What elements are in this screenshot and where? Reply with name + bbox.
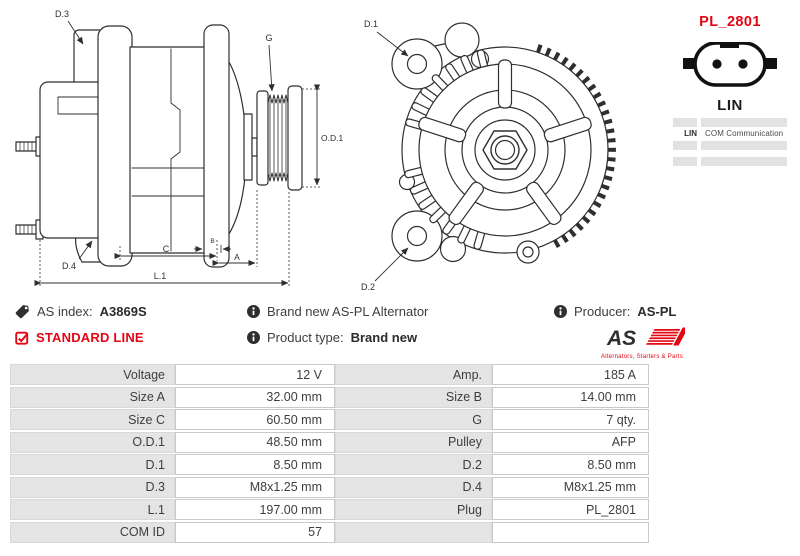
product-type-value: Brand new bbox=[350, 330, 418, 345]
pin-table-row bbox=[673, 118, 787, 127]
dim-label-d4: D.4 bbox=[62, 261, 77, 271]
as-index-label: AS index: bbox=[37, 304, 93, 319]
spec-label-cell: Size A bbox=[10, 387, 175, 408]
spec-table bbox=[10, 364, 649, 543]
brand-text: Brand new AS-PL Alternator bbox=[267, 304, 429, 319]
spec-value-cell: 14.00 mm bbox=[492, 387, 649, 408]
connector-name: LIN bbox=[717, 97, 743, 114]
dim-label-d3: D.3 bbox=[55, 9, 70, 19]
spec-value-cell: AFP bbox=[492, 432, 649, 453]
spec-label-cell: Amp. bbox=[335, 364, 492, 385]
checkbox-checked-icon bbox=[15, 331, 29, 345]
logo-as-text: AS bbox=[607, 327, 637, 349]
spec-label-cell: L.1 bbox=[10, 499, 175, 520]
spec-label-cell: D.4 bbox=[335, 477, 492, 498]
spec-value-cell: 197.00 mm bbox=[175, 499, 335, 520]
dim-label-g: G bbox=[265, 33, 273, 43]
dim-label-b: B bbox=[210, 238, 215, 245]
spec-label-cell: D.2 bbox=[335, 454, 492, 475]
spec-label-cell: Size C bbox=[10, 409, 175, 430]
producer-value: AS-PL bbox=[637, 304, 677, 319]
standard-line-item bbox=[15, 329, 144, 346]
pin-table-row bbox=[673, 141, 787, 150]
pin-description: COM Communication bbox=[705, 129, 784, 138]
producer-label: Producer: bbox=[574, 304, 631, 319]
brand-item bbox=[247, 303, 428, 320]
spec-label-cell: Voltage bbox=[10, 364, 175, 385]
dim-label-a: A bbox=[234, 252, 240, 262]
pin-name: LIN bbox=[684, 129, 697, 138]
as-pl-logo bbox=[597, 326, 687, 360]
as-pl-logo-mark bbox=[599, 326, 685, 349]
pin-table-row bbox=[673, 128, 787, 140]
tag-icon bbox=[15, 304, 30, 319]
alternator-side-view-drawing bbox=[0, 0, 350, 295]
spec-value-cell: 7 qty. bbox=[492, 409, 649, 430]
pin-table-row bbox=[673, 157, 787, 166]
alternator-front-view-drawing bbox=[350, 0, 660, 295]
spec-label-cell: Pulley bbox=[335, 432, 492, 453]
spec-value-cell: 48.50 mm bbox=[175, 432, 335, 453]
spec-label-cell: Plug bbox=[335, 499, 492, 520]
dim-label-c: C bbox=[162, 244, 170, 254]
as-index-item bbox=[15, 303, 147, 320]
spec-value-cell: PL_2801 bbox=[492, 499, 649, 520]
logo-subtext: Alternators, Starters & Parts bbox=[601, 354, 683, 360]
spec-value-cell: 8.50 mm bbox=[175, 454, 335, 475]
spec-value-cell: 185 A bbox=[492, 364, 649, 385]
spec-label-cell: Size B bbox=[335, 387, 492, 408]
spec-value-cell: M8x1.25 mm bbox=[175, 477, 335, 498]
pin-description-table bbox=[673, 118, 787, 167]
spec-value-cell: 32.00 mm bbox=[175, 387, 335, 408]
spec-value-cell: 12 V bbox=[175, 364, 335, 385]
spec-label-cell: G bbox=[335, 409, 492, 430]
info-icon bbox=[247, 305, 260, 318]
spec-value-cell: 57 bbox=[175, 522, 335, 543]
spec-value-cell bbox=[492, 522, 649, 543]
spec-value-cell: 8.50 mm bbox=[492, 454, 649, 475]
dim-label-l1: L.1 bbox=[153, 271, 167, 281]
spec-value-cell: 60.50 mm bbox=[175, 409, 335, 430]
info-icon bbox=[554, 305, 567, 318]
spec-label-cell: D.3 bbox=[10, 477, 175, 498]
plug-code: PL_2801 bbox=[699, 14, 761, 30]
dim-label-d2: D.2 bbox=[361, 282, 376, 292]
spec-label-cell: D.1 bbox=[10, 454, 175, 475]
dim-label-d1: D.1 bbox=[364, 19, 379, 29]
spec-label-cell bbox=[335, 522, 492, 543]
spec-value-cell: M8x1.25 mm bbox=[492, 477, 649, 498]
producer-item bbox=[554, 303, 676, 320]
product-type-item bbox=[247, 329, 417, 346]
standard-line-label: STANDARD LINE bbox=[36, 330, 144, 345]
dim-label-od1: O.D.1 bbox=[321, 133, 344, 143]
as-index-value: A3869S bbox=[99, 304, 147, 319]
spec-label-cell: COM ID bbox=[10, 522, 175, 543]
product-type-label: Product type: bbox=[267, 330, 344, 345]
connector-icon bbox=[672, 42, 788, 98]
spec-label-cell: O.D.1 bbox=[10, 432, 175, 453]
info-icon bbox=[247, 331, 260, 344]
